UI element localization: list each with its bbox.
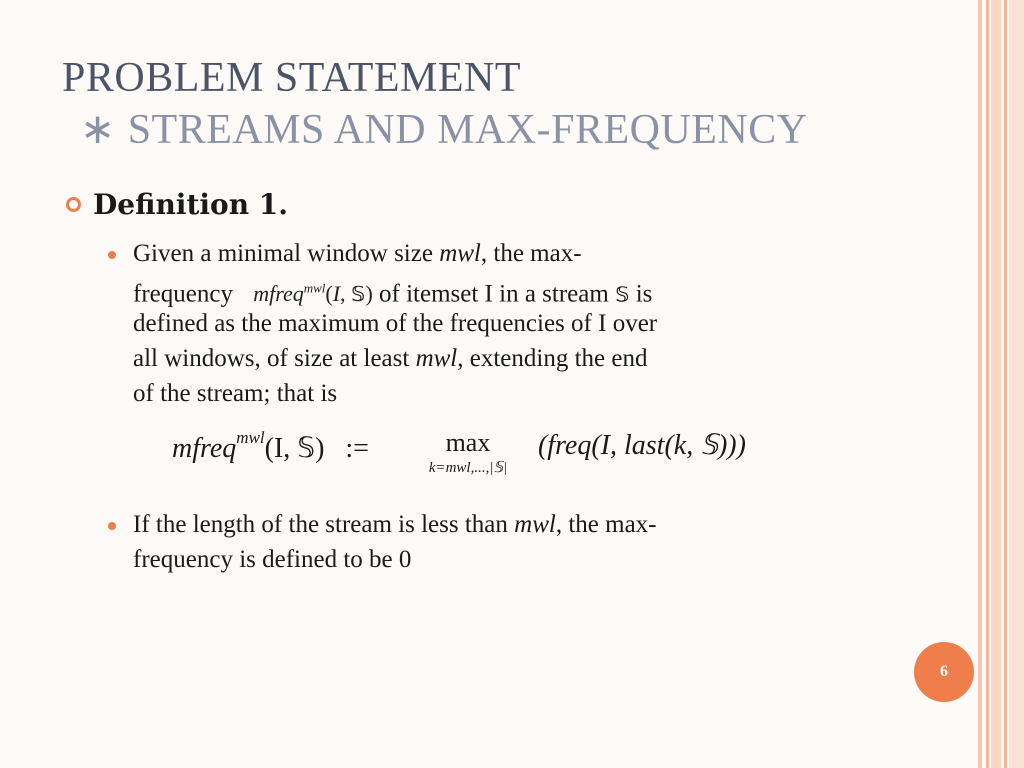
- slide-subtitle: [80, 104, 808, 154]
- math-comma: ,: [340, 281, 352, 307]
- text-run: frequency: [133, 280, 233, 308]
- definition-heading: [66, 188, 288, 221]
- math-var: I: [332, 281, 341, 307]
- text-run: If the length of the stream is less than: [133, 511, 515, 538]
- dot-bullet-icon: [108, 251, 116, 259]
- dot-bullet-icon: [108, 522, 116, 530]
- decorative-stripes: [978, 0, 1024, 768]
- text-run: of the stream; that is: [133, 380, 338, 407]
- math-paren: (: [325, 281, 333, 307]
- text-run: all windows, of size at least: [133, 345, 416, 372]
- math-paren: ): [365, 281, 373, 307]
- text-run: defined as the maximum of the frequencies of I over: [133, 310, 658, 337]
- formula-rhs: (freq(I, last(k, 𝕊))): [537, 430, 746, 461]
- text-run: is: [629, 280, 653, 308]
- ring-bullet-icon: [66, 197, 81, 212]
- math-stream-symbol: 𝕊: [351, 282, 366, 307]
- text-run: Given a minimal window size: [133, 240, 440, 267]
- mwl-italic: mwl: [439, 240, 481, 267]
- mwl-italic: mwl: [514, 511, 556, 538]
- slide-title: PROBLEM STATEMENT: [62, 55, 521, 101]
- formula-func: mfreq: [172, 433, 237, 464]
- mwl-italic: mwl: [415, 345, 458, 372]
- bullet-definition-text: [133, 236, 878, 411]
- formula-args: (I, 𝕊): [264, 433, 325, 464]
- formula-max-subscript: k=mwl,...,|𝕊|: [428, 460, 508, 476]
- math-func: mfreq: [253, 281, 304, 307]
- asterisk-icon: ∗: [80, 107, 116, 153]
- formula-assign: :=: [345, 433, 369, 464]
- inline-math-mfreq: [253, 281, 373, 306]
- bullet-zero-case-text: [133, 507, 878, 577]
- subtitle-text: STREAMS AND MAX-FREQUENCY: [127, 107, 808, 153]
- formula-max-operator: [398, 428, 538, 478]
- text-run: , extending the end: [457, 345, 648, 372]
- definition-heading-text: Definition 1.: [93, 188, 289, 221]
- text-run: , the max-: [480, 240, 582, 267]
- text-run: frequency is defined to be 0: [133, 546, 412, 573]
- max-frequency-formula: [172, 428, 746, 490]
- text-run: , the max-: [555, 511, 657, 538]
- formula-max-word: max: [445, 428, 491, 457]
- math-superscript: mwl: [303, 281, 326, 296]
- math-stream-symbol: 𝕊: [615, 282, 630, 307]
- text-run: of itemset I in a stream: [372, 280, 616, 308]
- page-number-badge: 6: [914, 642, 974, 702]
- formula-superscript: mwl: [236, 428, 265, 447]
